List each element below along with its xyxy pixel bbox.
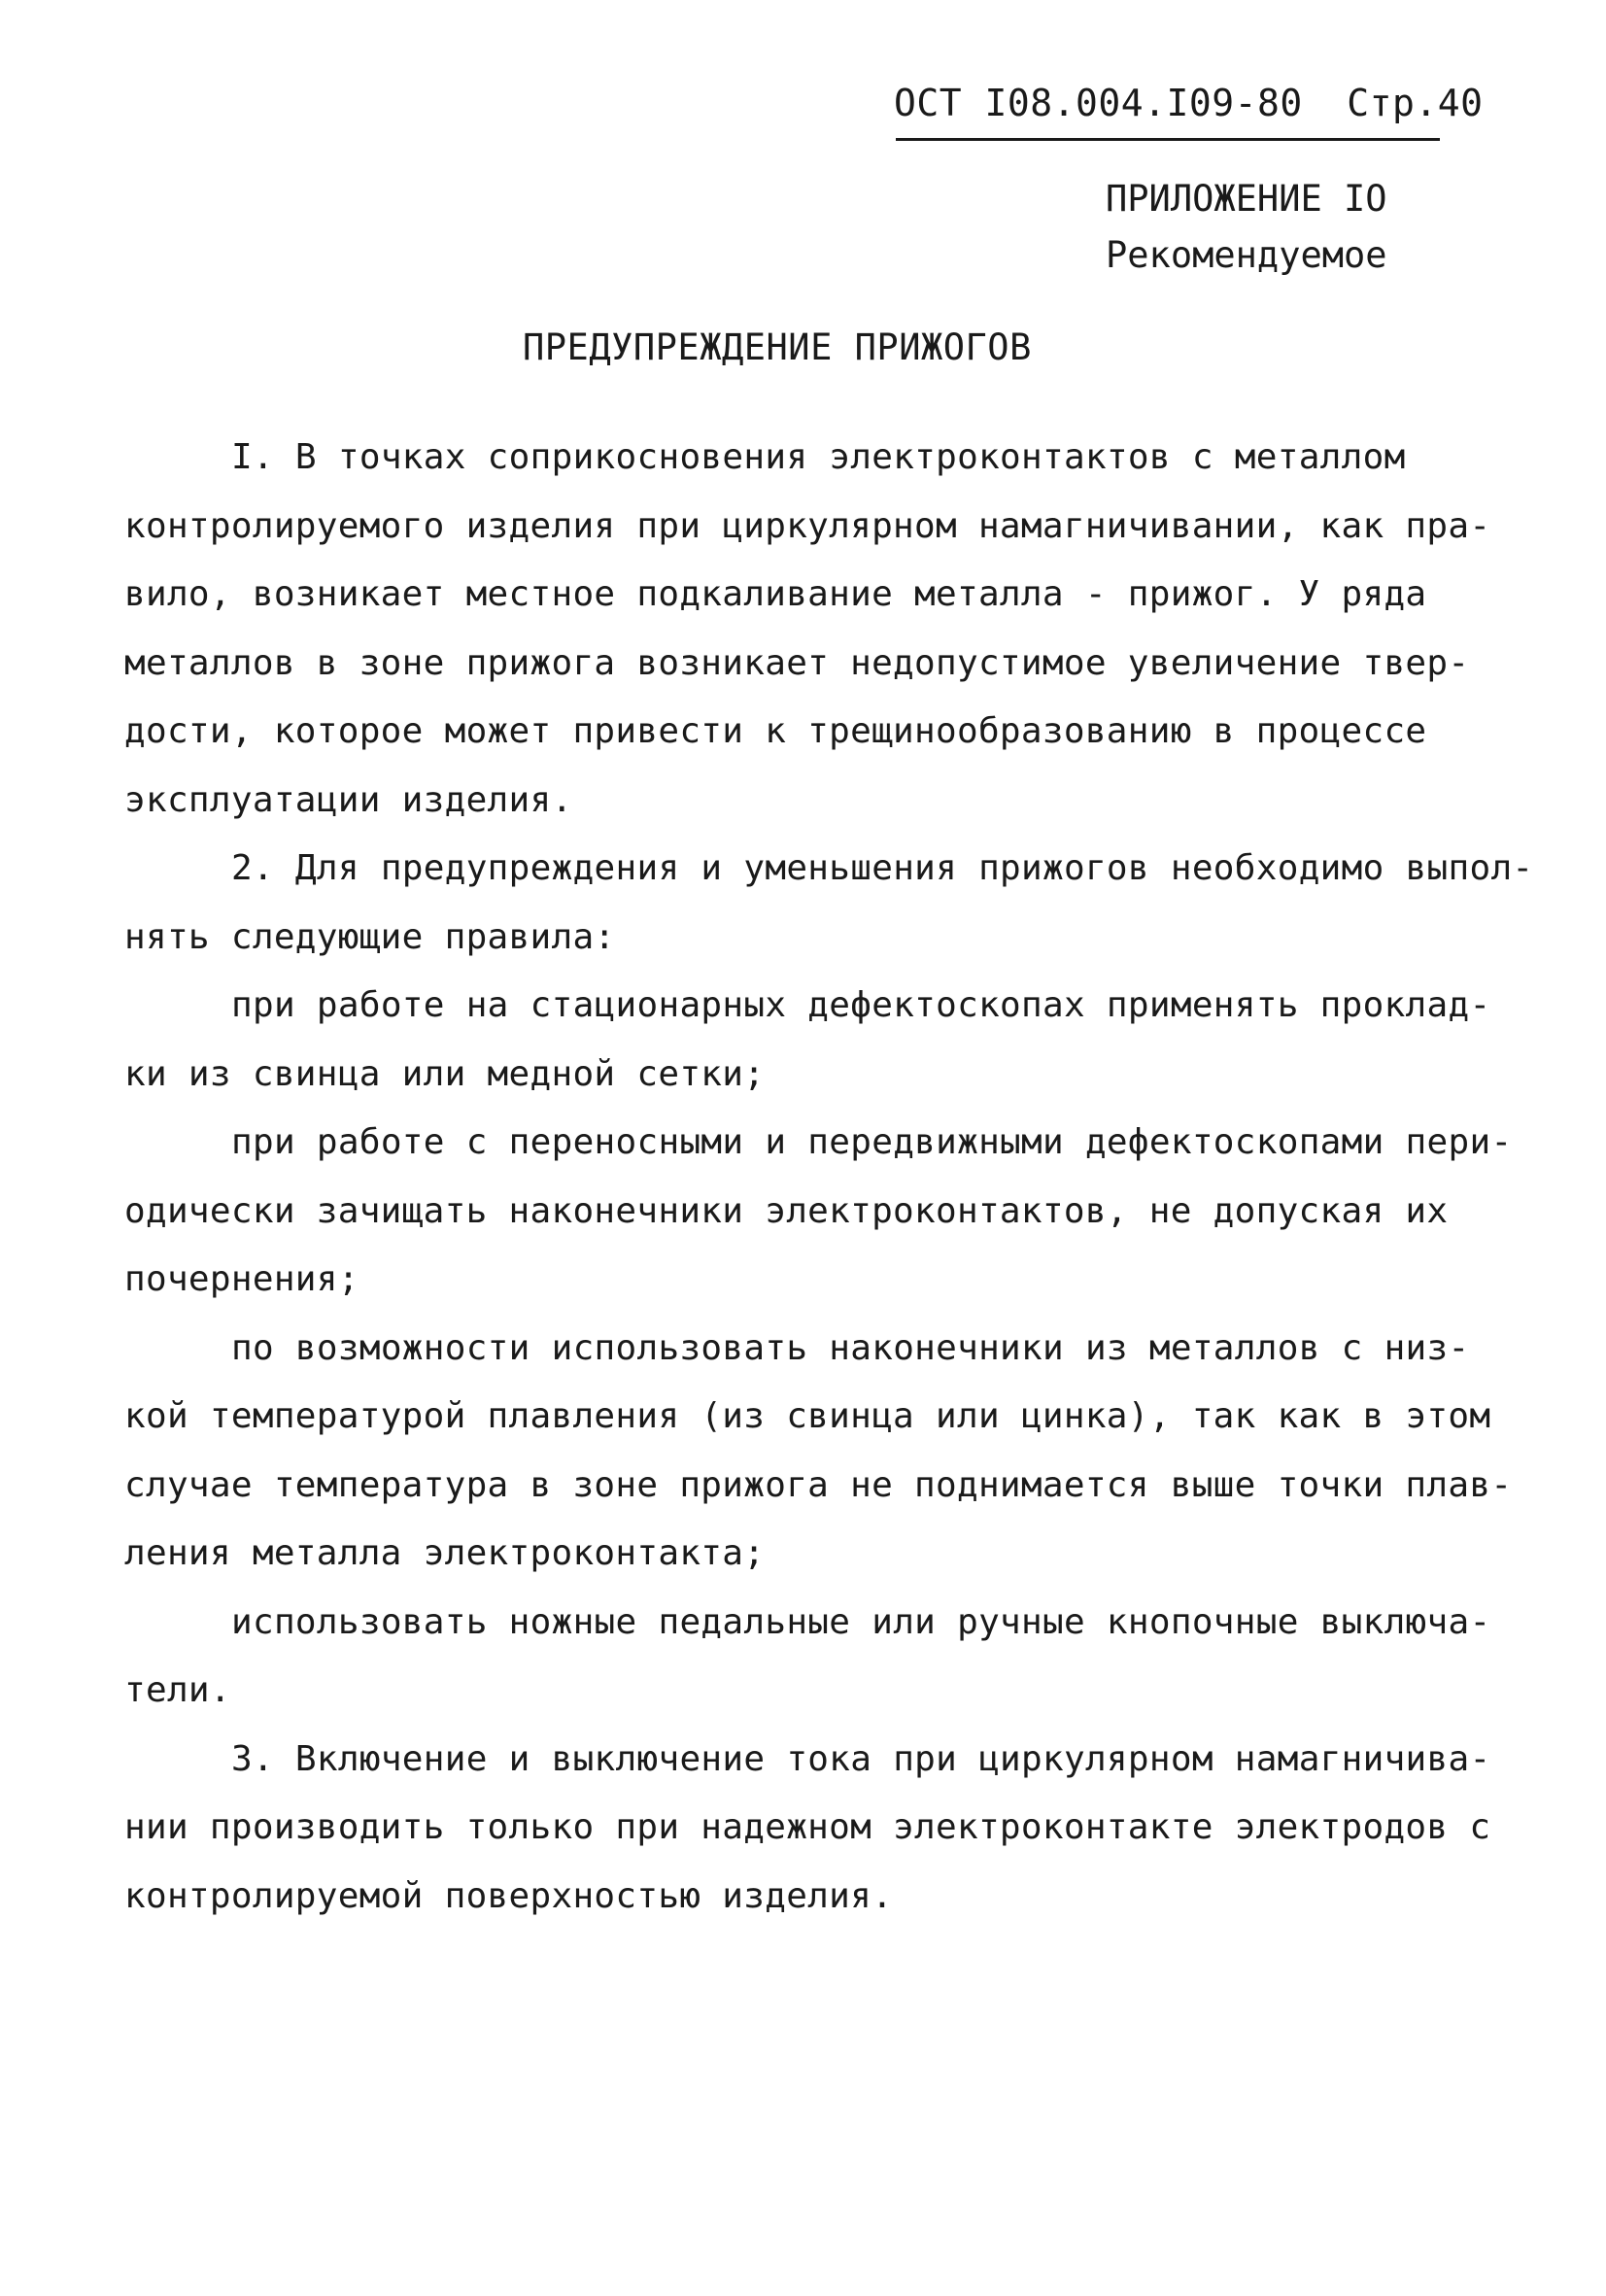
text-line: металлов в зоне прижога возникает недопустимое увеличение твер- — [124, 642, 1470, 683]
text-line: кой температурой плавления (из свинца или цинка), так как в этом — [124, 1396, 1491, 1436]
text-line: по возможности использовать наконечники из металлов с низ- — [231, 1327, 1470, 1368]
text-line: тели. — [124, 1670, 231, 1710]
text-line: контролируемой поверхностью изделия. — [124, 1875, 894, 1916]
text-line: ления металла электроконтакта; — [124, 1533, 766, 1573]
appendix-title: ПРИЛОЖЕНИЕ IO — [1106, 178, 1387, 220]
text-line: вило, возникает местное подкаливание металла - прижог. У ряда — [124, 574, 1427, 614]
text-line: случае температура в зоне прижога не поднимается выше точки плав- — [124, 1464, 1513, 1505]
text-line: при работе с переносными и передвижными дефектоскопами пери- — [231, 1122, 1513, 1162]
page-label: Стр.40 — [1347, 82, 1484, 124]
text-line: почернения; — [124, 1259, 359, 1299]
appendix-block — [1106, 171, 1387, 284]
text-line: одически зачищать наконечники электроконтактов, не допуская их — [124, 1190, 1449, 1231]
text-line: 2. Для предупреждения и уменьшения прижогов необходимо выпол- — [231, 848, 1534, 888]
text-line: нять следующие правила: — [124, 916, 616, 957]
body-text — [124, 424, 1534, 1931]
section-title: ПРЕДУПРЕЖДЕНИЕ ПРИЖОГОВ — [523, 326, 1032, 368]
text-line: при работе на стационарных дефектоскопах применять проклад- — [231, 985, 1491, 1025]
text-line: 3. Включение и выключение тока при циркулярном намагничива- — [231, 1738, 1491, 1779]
document-number: ОСТ I08.004.I09-80 — [894, 82, 1303, 124]
text-line: I. В точках соприкосновения электроконтактов с металлом — [231, 437, 1406, 477]
text-line: эксплуатации изделия. — [124, 779, 573, 820]
text-line: дости, которое может привести к трещинообразованию в процессе — [124, 711, 1427, 751]
text-line: ки из свинца или медной сетки; — [124, 1053, 766, 1094]
header-rule — [896, 138, 1440, 141]
text-line: использовать ножные педальные или ручные кнопочные выключа- — [231, 1601, 1491, 1642]
text-line: контролируемого изделия при циркулярном намагничивании, как пра- — [124, 505, 1491, 546]
text-line: нии производить только при надежном электроконтакте электродов с — [124, 1807, 1491, 1847]
appendix-status: Рекомендуемое — [1106, 234, 1387, 276]
document-header — [894, 82, 1484, 124]
